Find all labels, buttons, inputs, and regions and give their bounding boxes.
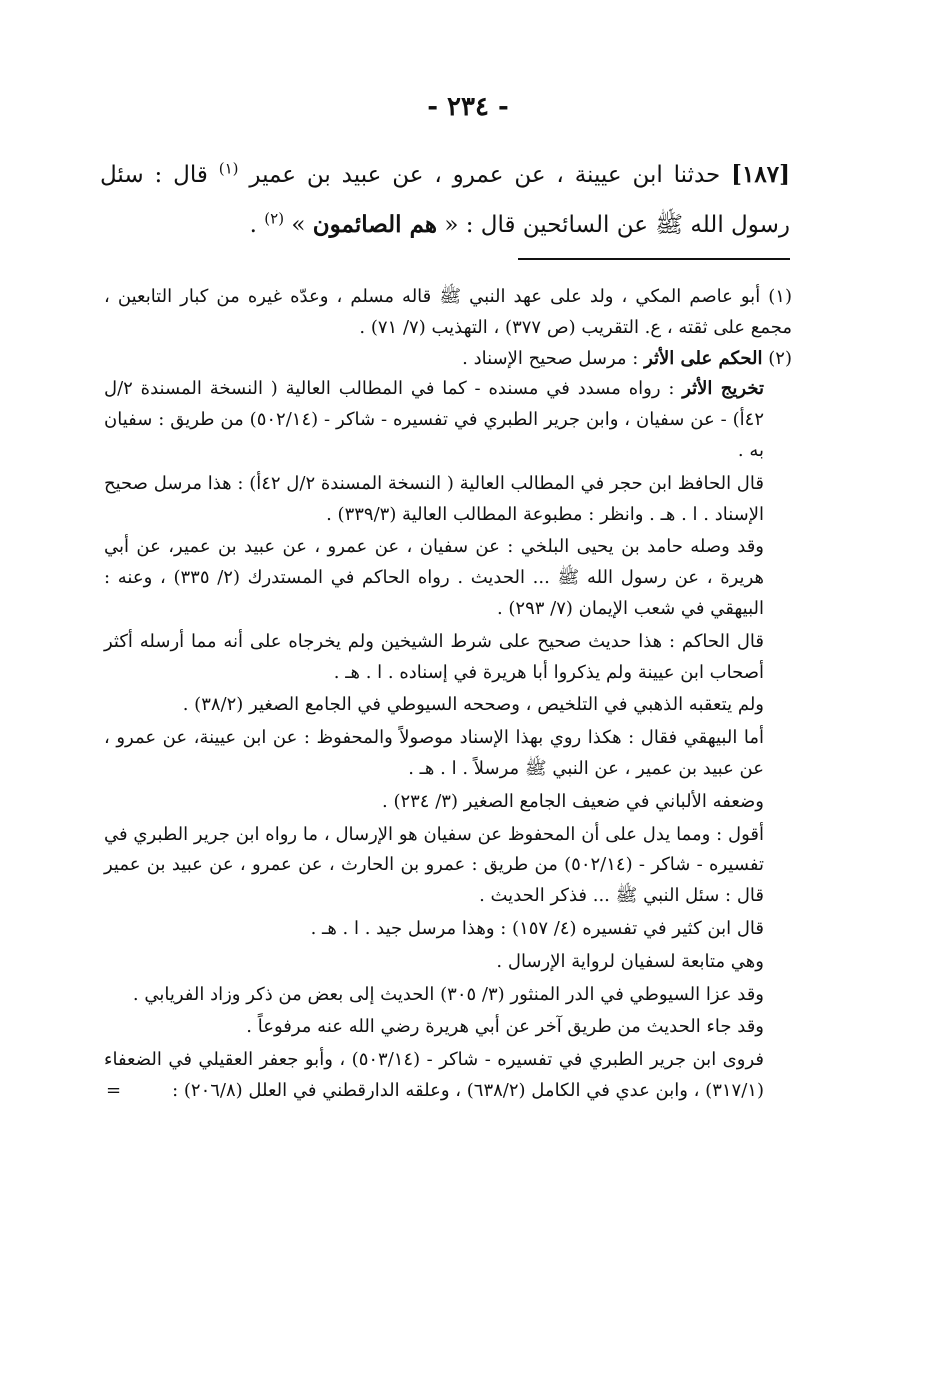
hadith-text-part4: . — [249, 212, 265, 238]
takhrij-paragraph — [104, 374, 792, 466]
page-number: - ٢٣٤ - — [427, 92, 509, 122]
main-hadith-text — [100, 150, 790, 250]
footnote-1-text: أبو عاصم المكي ، ولد على عهد النبي ﷺ قاله مسلم ، وعدّه غيره من كبار التابعين ، مجمع على ثقته ، ع. التقريب (ص ٣٧٧) ، التهذيب (٧/ ٧١) . — [104, 286, 792, 338]
hadith-number: [١٨٧] — [731, 161, 790, 188]
footnote-paragraph-6: وضعفه الألباني في ضعيف الجامع الصغير (٣/ ٢٣٤) . — [382, 790, 764, 812]
footnote-ref-1[interactable]: (١) — [218, 159, 239, 178]
hadith-text-part1: حدثنا ابن عيينة ، عن عمرو ، عن عبيد بن عمير — [238, 162, 732, 188]
hadith-quote: هم الصائمون — [312, 211, 438, 238]
footnote-paragraph-3: قال الحاكم : هذا حديث صحيح على شرط الشيخين ولم يخرجاه على أنه مما أرسله أكثر أصحاب ابن عيينة ولم يذكروا أبا هريرة في إسناده . ا . هـ . — [104, 630, 764, 683]
footnote-paragraph-12-text: فروى ابن جرير الطبري في تفسيره - شاكر - (٥٠٣/١٤) ، وأبو جعفر العقيلي في الضعفاء (٣١٧/١) ، وابن عدي في الكامل (٦٣٨/٢) ، وعلقه الدارقطني في العلل (٢٠٦/٨) : — [104, 1049, 764, 1101]
takhrij-text: : رواه مسدد في مسنده - كما في المطالب العالية ( النسخة المسندة ٢/ل ٤٢أ) - عن سفيان ، وابن جرير الطبري في تفسيره - شاكر - (٥٠٢/١٤) من طريق : سفيان به . — [104, 378, 764, 461]
footnote-paragraph-1: قال الحافظ ابن حجر في المطالب العالية ( النسخة المسندة ٢/ل ٤٢أ) : هذا مرسل صحيح الإسناد . ا . هـ . وانظر : مطبوعة المطالب العالية (٣٣٩/٣) . — [104, 472, 764, 525]
footnotes-section — [104, 282, 792, 1107]
footnote-paragraph-2: وقد وصله حامد بن يحيى البلخي : عن سفيان ، عن عمرو ، عن عبيد بن عمير، عن أبي هريرة ، عن رسول الله ﷺ ... الحديث . رواه الحاكم في المستدرك (٢/ ٣٣٥) ، وعنه : البيهقي في شعب الإيمان (٧/ ٢٩٣) . — [104, 536, 764, 619]
footnote-2 — [104, 344, 792, 375]
footnote-paragraph-9: وهي متابعة لسفيان لرواية الإرسال . — [496, 950, 764, 972]
footnote-paragraph-7: أقول : ومما يدل على أن المحفوظ عن سفيان هو الإرسال ، ما رواه ابن جرير الطبري في تفسيره - شاكر - (٥٠٢/١٤) من طريق : عمرو بن الحارث ، عن عمرو ، عن عبيد بن عمير قال : سئل النبي ﷺ ... فذكر الحديث . — [104, 823, 764, 907]
footnote-2-marker: (٢) — [768, 347, 792, 369]
takhrij-lead: تخريج الأثر — [682, 378, 764, 400]
footnote-1 — [104, 282, 792, 344]
footnote-paragraph-4: ولم يتعقبه الذهبي في التلخيص ، وصححه السيوطي في الجامع الصغير (٣٨/٢) . — [182, 694, 764, 716]
footnote-separator — [518, 258, 790, 260]
footnote-paragraph-5: أما البيهقي فقال : هكذا روي بهذا الإسناد موصولاً والمحفوظ : عن ابن عيينة، عن عمرو ، عن عبيد بن عمير ، عن النبي ﷺ مرسلاً . ا . هـ . — [104, 727, 764, 779]
footnote-paragraph-8: قال ابن كثير في تفسيره (٤/ ١٥٧) : وهذا مرسل جيد . ا . هـ . — [310, 917, 764, 939]
footnote-2-text: : مرسل صحيح الإسناد . — [462, 347, 645, 369]
footnote-1-marker: (١) — [768, 286, 792, 307]
footnote-paragraph-10: وقد عزا السيوطي في الدر المنثور (٣/ ٣٠٥) الحديث إلى بعض من ذكر وزاد الفريابي . — [132, 983, 764, 1005]
continuation-mark: = — [106, 1079, 122, 1101]
footnote-paragraph-12 — [104, 1045, 792, 1107]
footnote-2-lead: الحكم على الأثر — [644, 347, 763, 369]
footnote-ref-2[interactable]: (٢) — [264, 209, 285, 228]
hadith-text-part2: قال : سئل رسول الله ﷺ عن السائحين قال : « — [100, 162, 790, 238]
hadith-text-part3: » — [284, 212, 313, 238]
footnote-paragraph-11: وقد جاء الحديث من طريق آخر عن أبي هريرة رضي الله عنه مرفوعاً . — [246, 1016, 764, 1038]
